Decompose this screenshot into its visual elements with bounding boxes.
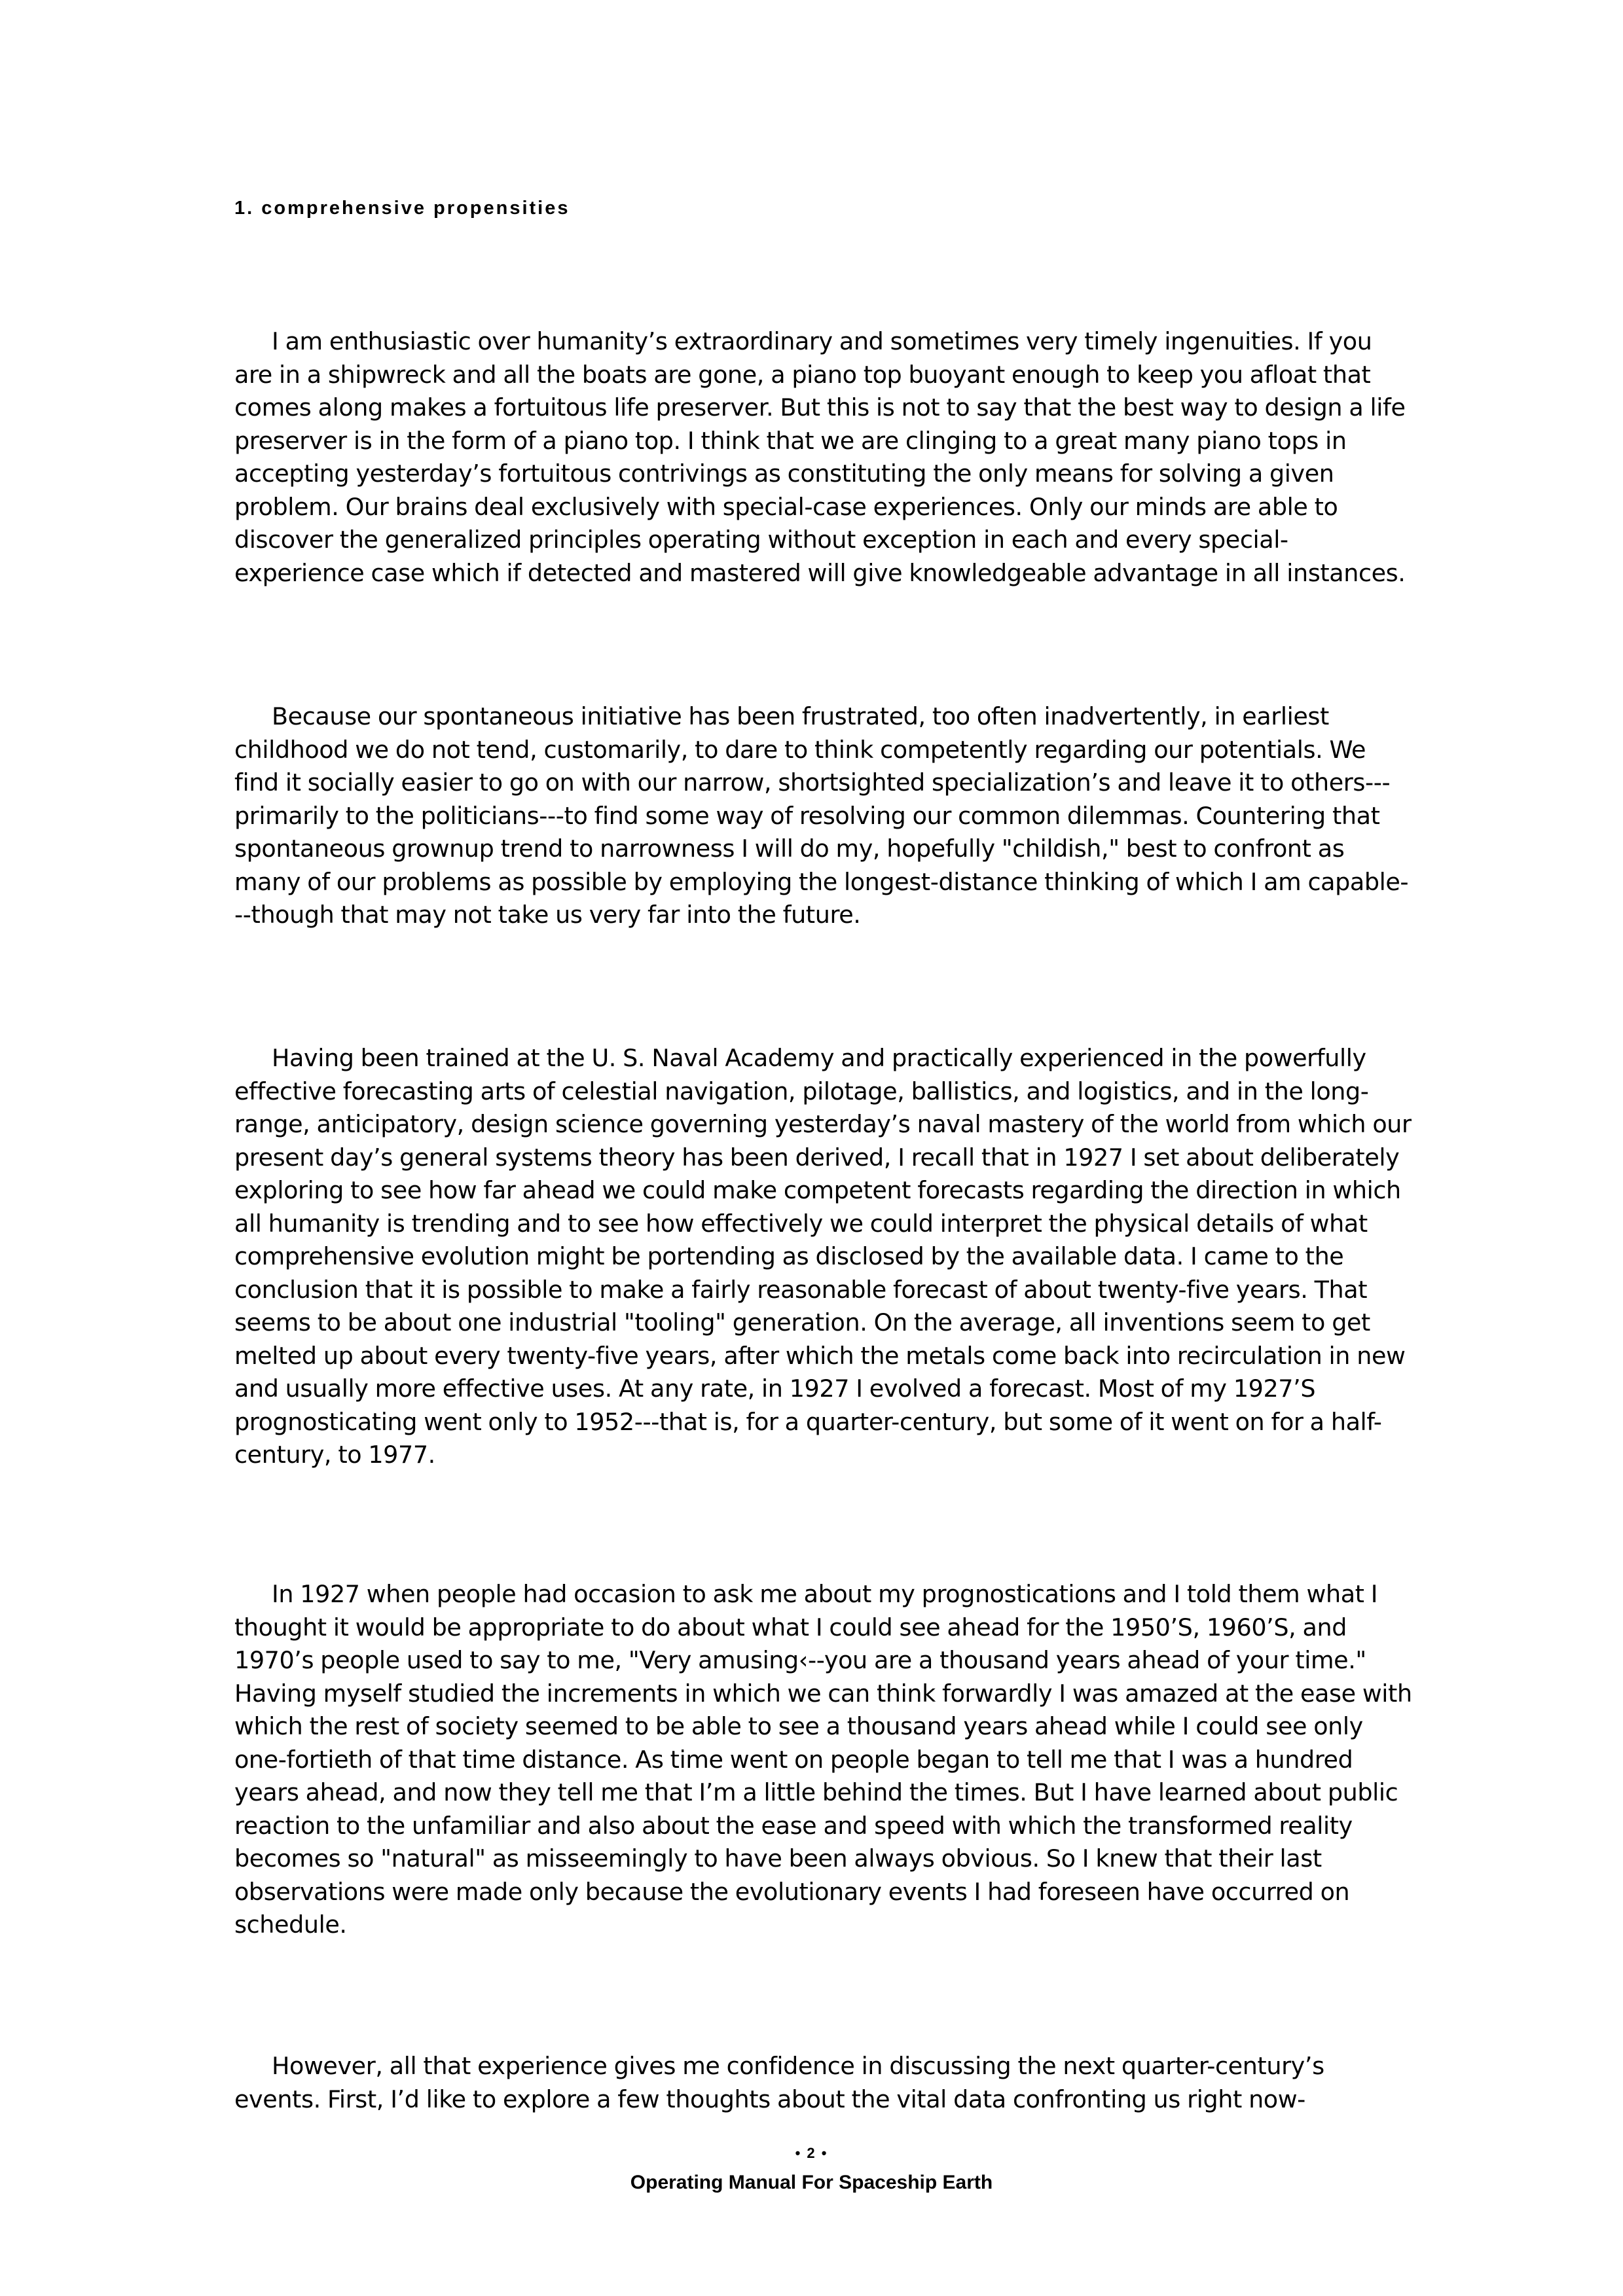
footer-book-title: Operating Manual For Spaceship Earth — [630, 2172, 993, 2193]
body-paragraph-1: I am enthusiastic over humanity’s extraordinary and sometimes very timely ingenuities. If you are in a shipwreck and all the boats are gone, a piano top buoyant enough to keep you afloat that comes along makes a fortuitous life preserver. But this is not to say that the best way to design a life preserver is in the form of a piano top. I think that we are clinging to a great many piano tops in accepting yesterday’s fortuitous contrivings as constituting the only means for solving a given problem. Our brains deal exclusively with special-case experiences. Only our minds are able to discover the generalized principles operating without exception in each and every special-experience case which if detected and mastered will give knowledgeable advantage in all instances. — [234, 327, 1406, 587]
body-paragraph-5: However, all that experience gives me confidence in discussing the next quarter-century’s events. First, I’d like to explore a few thoughts about the vital data confronting us right now- — [234, 2052, 1324, 2113]
body-paragraph-2: Because our spontaneous initiative has been frustrated, too often inadvertently, in earliest childhood we do not tend, customarily, to dare to think competently regarding our potentials. We find it socially easier to go on with our narrow, shortsighted specialization’s and leave it to others---primarily to the politicians---to find some way of resolving our common dilemmas. Countering that spontaneous grownup trend to narrowness I will do my, hopefully "childish," best to confront as many of our problems as possible by employing the longest-distance thinking of which I am capable---though that may not take us very far into the future. — [234, 702, 1409, 929]
body-paragraph-3: Having been trained at the U. S. Naval Academy and practically experienced in the powerfully effective forecasting arts of celestial navigation, pilotage, ballistics, and logistics, and in the long-range, anticipatory, design science governing yesterday’s naval mastery of the world from which our present day’s general systems theory has been derived, I recall that in 1927 I set about deliberately exploring to see how far ahead we could make competent forecasts regarding the direction in which all humanity is trending and to see how effectively we could interpret the physical details of what comprehensive evolution might be portending as disclosed by the available data. I came to the conclusion that it is possible to make a fairly reasonable forecast of about twenty-five years. That seems to be about one industrial "tooling" generation. On the average, all inventions seem to get melted up about every twenty-five years, after which the metals come back into recirculation in new and usually more effective uses. At any rate, in 1927 I evolved a forecast. Most of my 1927’S prognosticating went only to 1952---that is, for a quarter-century, but some of it went on for a half-century, to 1977. — [234, 1044, 1412, 1469]
section-heading: 1. comprehensive propensities — [234, 198, 570, 219]
body-paragraph-4: In 1927 when people had occasion to ask me about my prognostications and I told them what I thought it would be appropriate to do about what I could see ahead for the 1950’S, 1960’S, and 1970’s people used to say to me, "Very amusing‹--you are a thousand years ahead of your time." Having myself studied the increments in which we can think forwardly I was amazed at the ease with which the rest of society seemed to be able to see a thousand years ahead while I could see only one-fortieth of that time distance. As time went on people began to tell me that I was a hundred years ahead, and now they tell me that I’m a little behind the times. But I have learned about public reaction to the unfamiliar and also about the ease and speed with which the transformed reality becomes so "natural" as misseemingly to have been always obvious. So I knew that their last observations were made only because the evolutionary events I had foreseen have occurred on schedule. — [234, 1580, 1412, 1939]
page-number: • 2 • — [795, 2145, 828, 2161]
